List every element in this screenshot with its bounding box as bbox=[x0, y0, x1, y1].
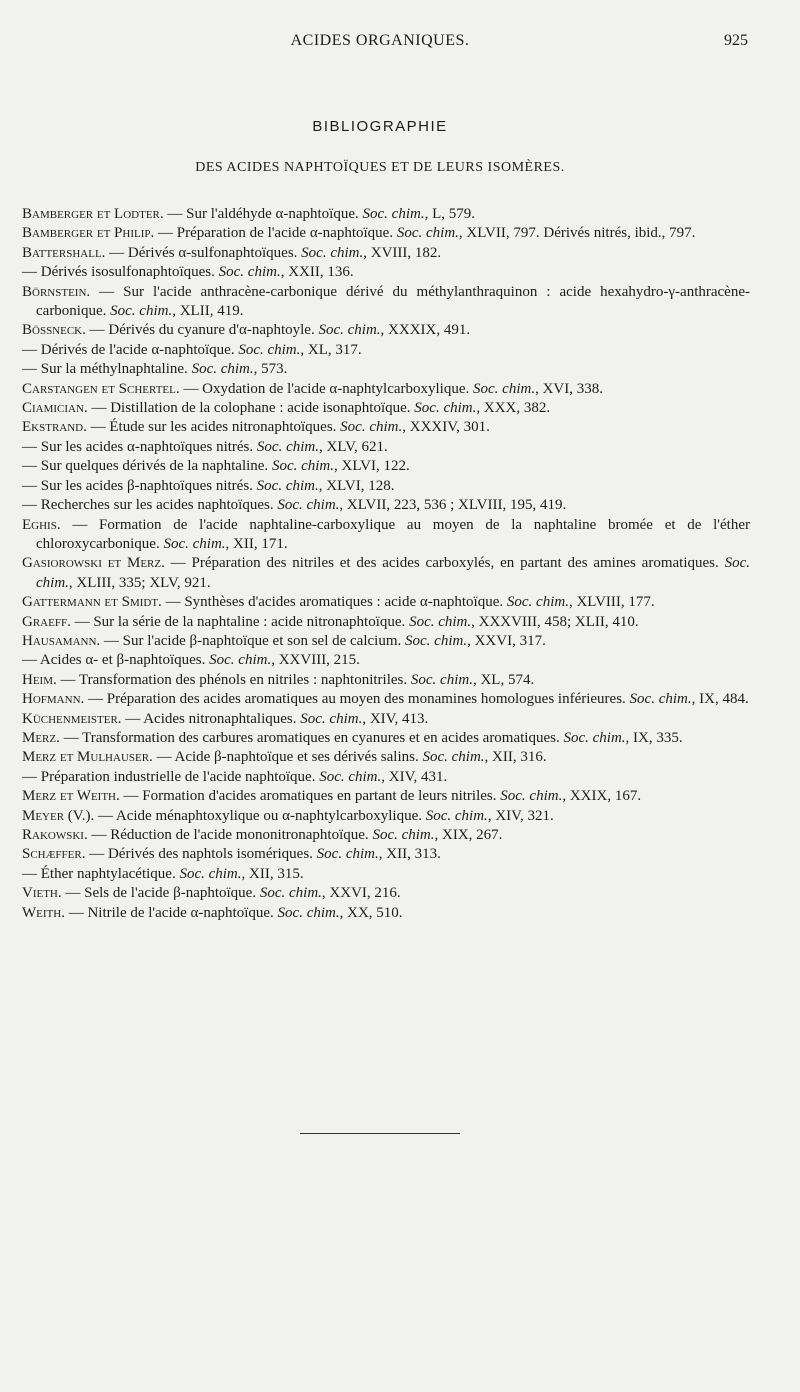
bibliography-title: BIBLIOGRAPHIE bbox=[312, 118, 448, 135]
entry-reference: , XXVIII, 215. bbox=[271, 652, 360, 669]
entry-author: Heim. bbox=[22, 671, 57, 688]
entry-text: — Sur la série de la naphtaline : acide nitronaphtoïque. bbox=[70, 613, 410, 630]
entry-journal: Soc. chim. bbox=[191, 361, 254, 378]
bibliography-entry bbox=[22, 516, 750, 555]
entry-author: Gasiorowski et Merz. bbox=[22, 555, 165, 572]
entry-author: Bamberger et Lodter. bbox=[22, 206, 164, 222]
entry-author: Börnstein. bbox=[22, 283, 91, 300]
entry-reference: , XLVIII, 177. bbox=[568, 594, 655, 611]
running-title: ACIDES ORGANIQUES. bbox=[290, 32, 470, 49]
entry-reference: , XIX, 267. bbox=[434, 827, 503, 843]
entry-journal: Soc. chim. bbox=[629, 691, 692, 708]
entry-reference: , XL, 317. bbox=[300, 341, 362, 358]
entry-text: — Synthèses d'acides aromatiques : acide α-naphtoïque. bbox=[161, 594, 507, 611]
entry-reference: , XXII, 136. bbox=[280, 264, 354, 281]
entry-text: — Acide β-naphtoïque et ses dérivés salins. bbox=[152, 749, 423, 766]
entry-reference: , XX, 510. bbox=[339, 904, 403, 921]
bibliography-entry bbox=[22, 826, 750, 845]
entry-journal: Soc. chim. bbox=[259, 885, 322, 902]
entry-journal: Soc. chim. bbox=[425, 807, 488, 824]
entry-journal: Soc. chim. bbox=[409, 613, 472, 630]
entry-reference: , XVIII, 182. bbox=[363, 244, 442, 261]
entry-reference: , XXVI, 317. bbox=[467, 632, 546, 649]
entry-reference: , XL, 574. bbox=[472, 671, 535, 688]
bibliography-entry bbox=[22, 651, 750, 670]
entry-author: Bössneck. bbox=[22, 322, 86, 339]
entry-journal: Soc. chim. bbox=[500, 788, 563, 805]
entry-author: Ciamician. bbox=[22, 400, 88, 417]
entry-text: — Sur quelques dérivés de la naphtaline. bbox=[22, 458, 272, 475]
entry-reference: , XII, 316. bbox=[484, 749, 547, 766]
entry-text: — Recherches sur les acides naphtoïques. bbox=[22, 497, 278, 514]
entry-journal: Soc. chim. bbox=[362, 206, 425, 222]
entry-journal: Soc. chim. bbox=[563, 729, 626, 746]
entry-text: — Sels de l'acide β-naphtoïque. bbox=[61, 885, 260, 902]
entry-text: — Dérivés des naphtols isomériques. bbox=[85, 846, 317, 863]
entry-author: Carstangen et Schertel. bbox=[22, 380, 180, 397]
entry-reference: , XXVI, 216. bbox=[321, 885, 401, 902]
entry-journal: Soc. chim. bbox=[277, 497, 340, 514]
entry-reference: , XIV, 431. bbox=[381, 768, 448, 785]
entry-text: — Sur les acides α-naphtoïques nitrés. bbox=[22, 438, 257, 455]
entry-journal: Soc. chim. bbox=[372, 827, 435, 843]
entry-author: Battershall. bbox=[22, 244, 106, 261]
entry-text: — Éther naphtylacétique. bbox=[22, 865, 180, 882]
entry-author: Hofmann. bbox=[22, 691, 85, 708]
bibliography-entry bbox=[22, 613, 750, 632]
entry-text: — Dérivés du cyanure d'α-naphtoyle. bbox=[85, 322, 319, 339]
bibliography-subtitle: DES ACIDES NAPHTOÏQUES ET DE LEURS ISOMÈRES. bbox=[195, 160, 565, 175]
entry-author: Rakowski. bbox=[22, 827, 88, 843]
bibliography-entry bbox=[22, 457, 750, 476]
entry-journal: Soc. chim. bbox=[473, 380, 536, 397]
entry-journal: Soc. chim. bbox=[300, 710, 363, 727]
bibliography-list bbox=[22, 205, 750, 923]
entry-text: — Sur l'acide β-naphtoïque et son sel de calcium. bbox=[100, 632, 405, 649]
entry-journal: Soc. chim. bbox=[410, 671, 473, 688]
bibliography-entry bbox=[22, 438, 750, 457]
entry-author: Vieth. bbox=[22, 885, 62, 902]
bibliography-entry bbox=[22, 632, 750, 651]
bibliography-entry bbox=[22, 360, 750, 379]
entry-text: — Dérivés de l'acide α-naphtoïque. bbox=[22, 341, 239, 358]
entry-author: Graeff. bbox=[22, 613, 71, 630]
entry-journal: Soc. chim. bbox=[238, 341, 301, 358]
entry-journal: Soc. chim. bbox=[414, 400, 477, 417]
bibliography-entry bbox=[22, 865, 750, 884]
bibliography-entry bbox=[22, 748, 750, 767]
entry-reference: , XLII, 419. bbox=[172, 303, 244, 320]
entry-text: — Transformation des carbures aromatiques en cyanures et en acides aromatiques. bbox=[59, 729, 564, 746]
entry-text: — Sur la méthylnaphtaline. bbox=[22, 361, 192, 378]
entry-reference: , XLVI, 122. bbox=[334, 458, 410, 475]
bibliography-entry bbox=[22, 768, 750, 787]
entry-journal: Soc. chim. bbox=[506, 594, 569, 611]
bibliography-entry bbox=[22, 380, 750, 399]
bibliography-entry bbox=[22, 399, 750, 418]
entry-journal: Soc. chim. bbox=[163, 535, 226, 552]
entry-journal: Soc. chim. bbox=[396, 225, 459, 242]
entry-reference: , IX, 484. bbox=[691, 691, 749, 708]
entry-reference: , XLVII, 797. Dérivés nitrés, ibid., 797. bbox=[458, 225, 696, 242]
entry-journal: Soc. chim. bbox=[110, 303, 173, 320]
entry-text: — Nitrile de l'acide α-naphtoïque. bbox=[64, 904, 278, 921]
entry-reference: , XXX, 382. bbox=[476, 400, 551, 417]
bibliography-entry bbox=[22, 690, 750, 709]
entry-journal: Soc. chim. bbox=[318, 322, 381, 339]
entry-text: — Transformation des phénols en nitriles : naphtonitriles. bbox=[56, 671, 411, 688]
entry-author: Merz et Weith. bbox=[22, 788, 120, 805]
entry-journal: Soc. chim. bbox=[209, 652, 272, 669]
bibliography-entry bbox=[22, 283, 750, 322]
entry-author: Merz et Mulhauser. bbox=[22, 749, 153, 766]
bibliography-entry bbox=[22, 321, 750, 340]
entry-reference: , XIV, 321. bbox=[487, 807, 554, 824]
entry-text: — Sur les acides β-naphtoïques nitrés. bbox=[22, 477, 257, 494]
bibliography-entry bbox=[22, 205, 750, 224]
entry-text: — Dérivés isosulfonaphtoïques. bbox=[22, 264, 219, 281]
entry-author: Gattermann et Smidt. bbox=[22, 594, 162, 611]
entry-text: — Préparation industrielle de l'acide naphtoïque. bbox=[22, 768, 320, 785]
entry-reference: , XLVI, 128. bbox=[318, 477, 395, 494]
entry-text: — Acide ménaphtoxylique ou α-naphtylcarboxylique. bbox=[94, 807, 426, 824]
entry-reference: , XXXIV, 301. bbox=[402, 419, 490, 436]
entry-text: — Oxydation de l'acide α-naphtylcarboxylique. bbox=[179, 380, 474, 397]
entry-text: — Sur l'aldéhyde α-naphtoïque. bbox=[163, 206, 363, 222]
entry-text: — Acides α- et β-naphtoïques. bbox=[22, 652, 210, 669]
bibliography-entry bbox=[22, 418, 750, 437]
entry-journal: Soc. chim. bbox=[405, 632, 468, 649]
entry-reference: , XXIX, 167. bbox=[562, 788, 642, 805]
entry-author: Meyer (V.). bbox=[22, 807, 95, 824]
entry-reference: , XVI, 338. bbox=[535, 380, 604, 397]
entry-reference: , 573. bbox=[253, 361, 288, 378]
entry-journal: Soc. chim. bbox=[277, 904, 340, 921]
entry-text: — Préparation des acides aromatiques au moyen des monamines homologues inférieures. bbox=[84, 691, 630, 708]
entry-reference: , XXXVIII, 458; XLII, 410. bbox=[471, 613, 639, 630]
entry-reference: , IX, 335. bbox=[625, 729, 683, 746]
entry-reference: , XLV, 621. bbox=[318, 438, 388, 455]
entry-reference: , XLIII, 335; XLV, 921. bbox=[68, 574, 211, 591]
bibliography-entry bbox=[22, 554, 750, 593]
bibliography-entry bbox=[22, 845, 750, 864]
entry-author: Weith. bbox=[22, 904, 65, 921]
entry-journal: Soc. chim. bbox=[271, 458, 335, 475]
entry-journal: Soc. chim. bbox=[256, 438, 319, 455]
page-header bbox=[0, 32, 800, 56]
entry-journal: Soc. chim. bbox=[316, 846, 379, 863]
bibliography-entry bbox=[22, 807, 750, 826]
entry-text: — Préparation de l'acide α-naphtoïque. bbox=[154, 225, 397, 242]
entry-author: Bamberger et Philip. bbox=[22, 225, 155, 242]
bibliography-entry bbox=[22, 904, 750, 923]
entry-reference: , XII, 315. bbox=[241, 865, 304, 882]
entry-reference: , XLVII, 223, 536 ; XLVIII, 195, 419. bbox=[339, 497, 567, 514]
entry-author: Küchenmeister. bbox=[22, 710, 122, 727]
entry-text: — Acides nitronaphtaliques. bbox=[121, 710, 301, 727]
bibliography-entry bbox=[22, 496, 750, 515]
bibliography-entry bbox=[22, 263, 750, 282]
entry-journal: Soc. chim. bbox=[36, 555, 750, 591]
bibliography-entry bbox=[22, 729, 750, 748]
entry-text: — Distillation de la colophane : acide isonaphtoïque. bbox=[87, 400, 415, 417]
entry-text: — Formation de l'acide naphtaline-carboxylique au moyen de la naphtaline bromée et de l'éther chloroxycarbonique. bbox=[36, 516, 750, 552]
entry-author: Hausamann. bbox=[22, 632, 101, 649]
entry-text: — Sur l'acide anthracène-carbonique dérivé du méthylanthraquinon : acide hexahydro-γ-anthracène-carbonique. bbox=[36, 283, 750, 320]
closing-rule bbox=[300, 1133, 460, 1134]
entry-journal: Soc. chim. bbox=[319, 768, 382, 785]
bibliography-entry bbox=[22, 787, 750, 806]
entry-journal: Soc. chim. bbox=[256, 477, 319, 494]
entry-reference: , L, 579. bbox=[424, 206, 475, 222]
entry-author: Merz. bbox=[22, 729, 60, 746]
entry-text: — Réduction de l'acide mononitronaphtoïque. bbox=[87, 827, 373, 843]
bibliography-entry bbox=[22, 244, 750, 263]
entry-journal: Soc. chim. bbox=[422, 749, 485, 766]
entry-reference: , XIV, 413. bbox=[362, 710, 429, 727]
entry-text: — Préparation des nitriles et des acides carboxylés, en partant des amines aromatiques. bbox=[164, 555, 725, 572]
entry-journal: Soc. chim. bbox=[301, 244, 364, 261]
entry-author: Ekstrand. bbox=[22, 419, 87, 436]
entry-author: Eghis. bbox=[22, 516, 61, 533]
entry-journal: Soc. chim. bbox=[179, 865, 242, 882]
entry-reference: , XXXIX, 491. bbox=[380, 322, 471, 339]
bibliography-entry bbox=[22, 341, 750, 360]
entry-reference: , XII, 313. bbox=[378, 846, 441, 863]
bibliography-entry bbox=[22, 710, 750, 729]
bibliography-entry bbox=[22, 224, 750, 243]
entry-text: — Étude sur les acides nitronaphtoïques. bbox=[86, 419, 341, 436]
entry-reference: , XII, 171. bbox=[225, 535, 288, 552]
bibliography-entry bbox=[22, 593, 750, 612]
bibliography-entry bbox=[22, 671, 750, 690]
entry-text: — Formation d'acides aromatiques en partant de leurs nitriles. bbox=[119, 788, 501, 805]
entry-journal: Soc. chim. bbox=[340, 419, 403, 436]
bibliography-entry bbox=[22, 477, 750, 496]
bibliography-entry bbox=[22, 884, 750, 903]
entry-author: Schæffer. bbox=[22, 846, 86, 863]
page-number: 925 bbox=[724, 32, 748, 49]
entry-journal: Soc. chim. bbox=[218, 264, 281, 281]
entry-text: — Dérivés α-sulfonaphtoïques. bbox=[105, 244, 302, 261]
